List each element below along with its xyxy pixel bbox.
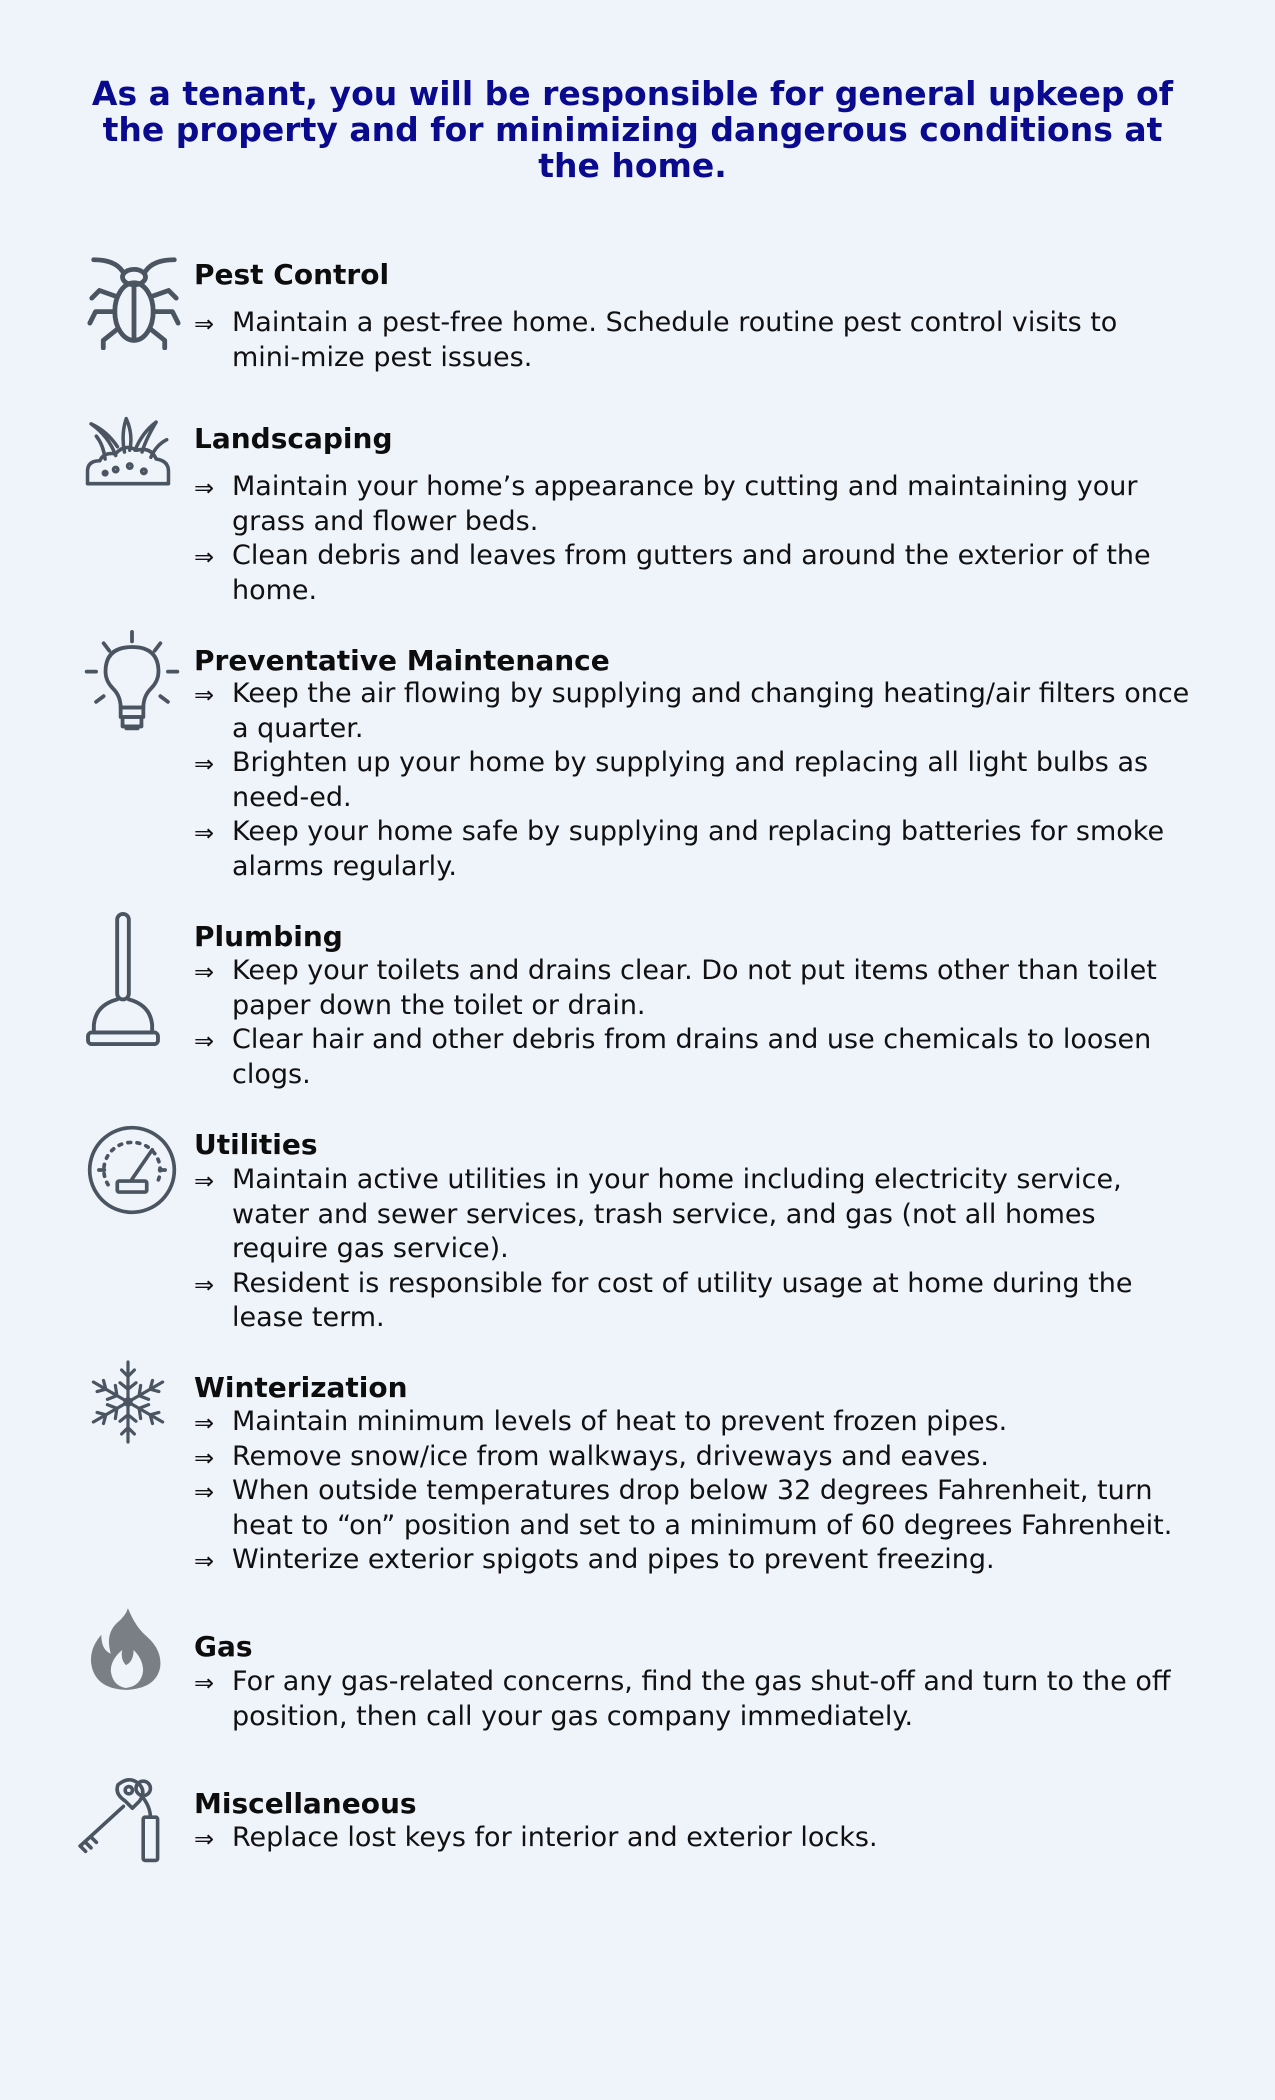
list-item: ⇒ Brighten up your home by supplying and replacing all light bulbs as need-ed.	[194, 747, 1149, 813]
section-list	[194, 1163, 1194, 1336]
list-item: ⇒ For any gas-related concerns, find the gas shut-off and turn to the off position, then call your gas company immediately.	[194, 1666, 1171, 1732]
list-item: ⇒ Remove snow/ice from walkways, driveways and eaves.	[194, 1440, 1194, 1475]
section-list	[194, 1405, 1194, 1578]
section-list	[194, 677, 1194, 884]
plunger-icon	[84, 912, 162, 1048]
section-list	[194, 306, 1194, 375]
arrow-bullet-icon: ⇒	[194, 1027, 215, 1055]
list-item: ⇒ Maintain a pest-free home. Schedule routine pest control visits to mini-mize pest issues.	[194, 307, 1118, 373]
meter-gauge-icon	[84, 1124, 180, 1216]
arrow-bullet-icon: ⇒	[194, 1478, 215, 1506]
arrow-bullet-icon: ⇒	[194, 310, 215, 338]
section-title: Utilities	[194, 1128, 318, 1161]
list-item: ⇒ Clear hair and other debris from drains and use chemicals to loosen clogs.	[194, 1024, 1152, 1090]
list-item: ⇒ Winterize exterior spigots and pipes to prevent freezing.	[194, 1543, 1194, 1578]
section-list	[194, 470, 1194, 608]
section-title: Landscaping	[194, 422, 393, 455]
grass-icon	[84, 416, 172, 488]
arrow-bullet-icon: ⇒	[194, 819, 215, 847]
arrow-bullet-icon: ⇒	[194, 1825, 215, 1853]
section-title: Preventative Maintenance	[194, 644, 610, 677]
page-headline: As a tenant, you will be responsible for general upkeep of the property and for minimizing dangerous conditions at the home.	[91, 74, 1174, 185]
light-bulb-icon	[84, 630, 180, 734]
arrow-bullet-icon: ⇒	[194, 681, 215, 709]
arrow-bullet-icon: ⇒	[194, 1167, 215, 1195]
flame-icon	[88, 1606, 164, 1692]
list-item: ⇒ Keep your toilets and drains clear. Do not put items other than toilet paper down the toilet or drain.	[194, 955, 1157, 1021]
list-item: ⇒ Keep your home safe by supplying and replacing batteries for smoke alarms regularly.	[194, 816, 1165, 882]
list-item: ⇒ When outside temperatures drop below 32 degrees Fahrenheit, turn heat to “on” position and set to a minimum of 60 degrees Fahrenheit.	[194, 1475, 1173, 1541]
arrow-bullet-icon: ⇒	[194, 474, 215, 502]
arrow-bullet-icon: ⇒	[194, 1443, 215, 1472]
snowflake-icon	[88, 1356, 168, 1448]
list-item: ⇒ Maintain minimum levels of heat to prevent frozen pipes.	[194, 1405, 1194, 1440]
arrow-bullet-icon: ⇒	[194, 1669, 215, 1697]
arrow-bullet-icon: ⇒	[194, 1547, 215, 1575]
list-item: ⇒ Maintain your home’s appearance by cutting and maintaining your grass and flower beds.	[194, 471, 1138, 537]
keys-icon	[72, 1774, 164, 1864]
section-title: Gas	[194, 1630, 253, 1663]
list-item: ⇒ Replace lost keys for interior and exterior locks.	[194, 1821, 1194, 1856]
cockroach-icon	[86, 254, 182, 350]
list-item: ⇒ Maintain active utilities in your home including electricity service, water and sewer services, trash service, and gas (not all homes require gas service).	[194, 1164, 1122, 1264]
section-title: Pest Control	[194, 258, 390, 291]
section-list	[194, 954, 1194, 1092]
section-list	[194, 1821, 1194, 1856]
section-title: Miscellaneous	[194, 1787, 417, 1820]
section-title: Winterization	[194, 1371, 408, 1404]
arrow-bullet-icon: ⇒	[194, 543, 215, 571]
list-item: ⇒ Clean debris and leaves from gutters and around the exterior of the home.	[194, 540, 1151, 606]
arrow-bullet-icon: ⇒	[194, 958, 215, 986]
section-list	[194, 1665, 1194, 1734]
arrow-bullet-icon: ⇒	[194, 1409, 215, 1437]
arrow-bullet-icon: ⇒	[194, 750, 215, 778]
arrow-bullet-icon: ⇒	[194, 1270, 215, 1299]
list-item: ⇒ Resident is responsible for cost of utility usage at home during the lease term.	[194, 1267, 1133, 1333]
section-title: Plumbing	[194, 920, 343, 953]
list-item: ⇒ Keep the air flowing by supplying and changing heating/air filters once a quarter.	[194, 678, 1190, 744]
